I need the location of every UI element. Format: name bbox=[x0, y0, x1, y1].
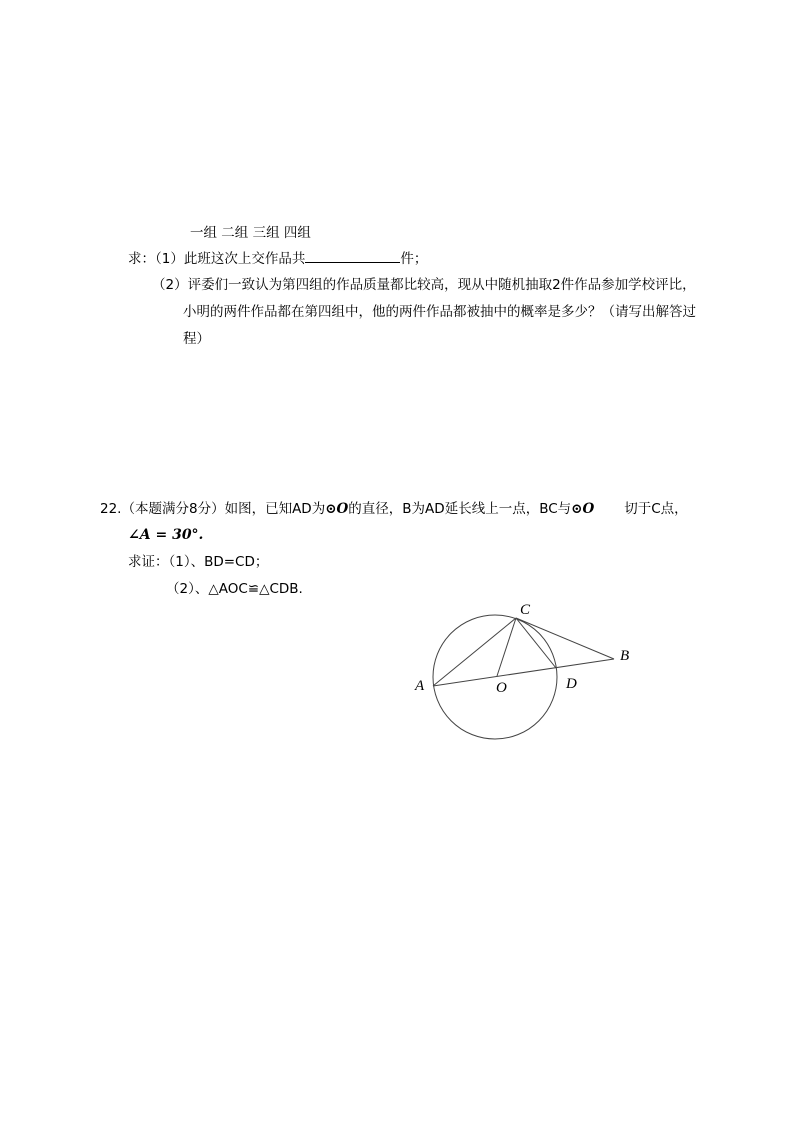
label-a: A bbox=[415, 678, 425, 694]
q22-number: 22. bbox=[100, 501, 122, 517]
q21-part2-line3: 程） bbox=[183, 331, 210, 347]
circle-o-symbol: ⊙O bbox=[325, 501, 349, 517]
label-b: B bbox=[620, 648, 630, 664]
segment-cd bbox=[516, 618, 556, 668]
q22-intro-b: 的直径，B为AD延长线上一点，BC与 bbox=[348, 501, 572, 517]
part2-number: （2） bbox=[152, 277, 188, 293]
part1-suffix: 件； bbox=[400, 251, 428, 267]
prove-prefix: 求证： bbox=[128, 554, 169, 570]
part1-text: 此班这次上交作品共 bbox=[183, 251, 306, 267]
proof-item-1: （1）、BD=CD； bbox=[168, 554, 269, 570]
part1-number: （1） bbox=[155, 251, 184, 267]
label-d: D bbox=[566, 676, 577, 692]
q22-intro bbox=[100, 500, 688, 518]
geometry-figure bbox=[400, 596, 650, 756]
label-c: C bbox=[520, 602, 531, 618]
q22-intro-a: （本题满分8分）如图，已知AD为 bbox=[121, 501, 326, 517]
q21-part2-line1 bbox=[152, 276, 696, 294]
part2-text-1: 评委们一致认为第四组的作品质量都比较高，现从中随机抽取2件作品参加学校评比， bbox=[187, 277, 696, 293]
circle-o-symbol-2: ⊙O bbox=[571, 501, 595, 517]
q21-part2-line2: 小明的两件作品都在第四组中，他的两件作品都被抽中的概率是多少？（请写出解答过 bbox=[183, 304, 696, 320]
prove-line-1 bbox=[128, 553, 268, 571]
angle-condition: ∠A = 30°. bbox=[128, 527, 204, 543]
answer-blank bbox=[305, 249, 400, 263]
q22-intro-c: 切于C点， bbox=[624, 501, 688, 517]
q21-part1 bbox=[128, 249, 427, 268]
ask-prefix: 求： bbox=[128, 251, 155, 267]
group-labels: 一组 二组 三组 四组 bbox=[190, 225, 311, 241]
label-o: O bbox=[496, 680, 507, 696]
proof-item-2: （2）、△AOC≌△CDB. bbox=[166, 581, 303, 597]
segment-ab bbox=[433, 659, 614, 686]
segment-oc bbox=[497, 618, 516, 676]
segment-cb bbox=[516, 618, 614, 659]
